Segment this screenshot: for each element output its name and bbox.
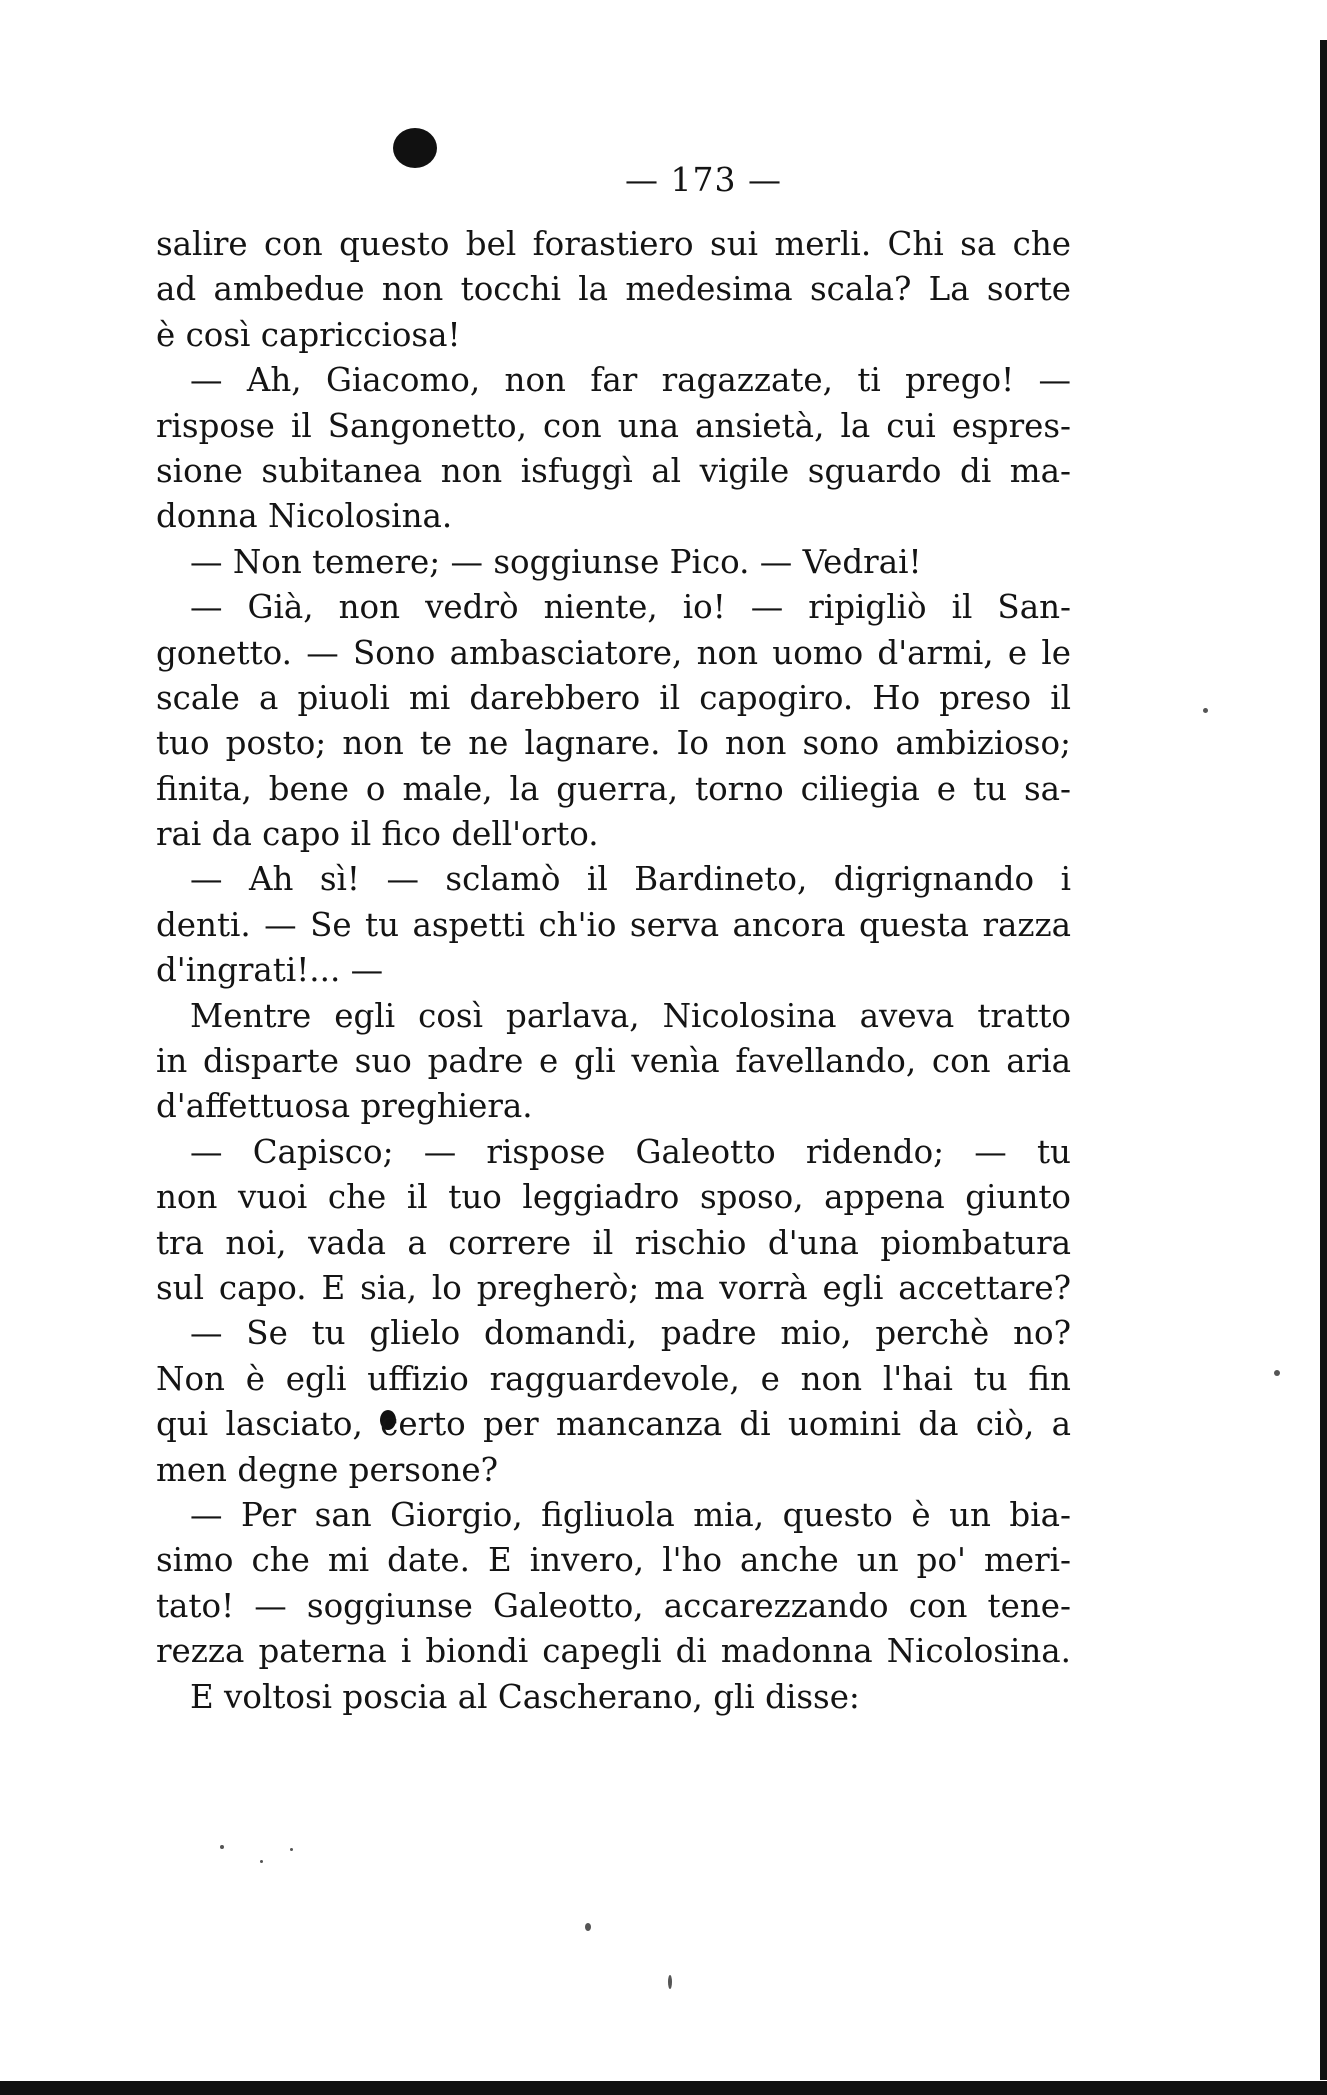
speck: [290, 1848, 293, 1851]
text-line: donna Nicolosina.: [156, 497, 453, 536]
text-line: gonetto. — Sono ambasciatore, non uomo d'armi, e le: [156, 633, 1071, 672]
speck: [220, 1845, 224, 1849]
text-line: — Non temere; — soggiunse Pico. — Vedrai!: [190, 542, 922, 581]
text-line: rezza paterna i biondi capegli di madonna Nicolosina.: [156, 1632, 1071, 1671]
speck: [260, 1860, 263, 1863]
text-line: — Già, non vedrò niente, io! — ripigliò il San-: [190, 588, 1071, 627]
text-line: simo che mi date. E invero, l'ho anche un po' meri-: [156, 1541, 1071, 1580]
text-line: sul capo. E sia, lo pregherò; ma vorrà egli accettare?: [156, 1268, 1071, 1307]
text-line: scale a piuoli mi darebbero il capogiro. Ho preso il: [156, 678, 1071, 717]
text-line: d'affettuosa preghiera.: [156, 1087, 533, 1126]
text-line: men degne persone?: [156, 1450, 499, 1489]
text-line: — Ah sì! — sclamò il Bardineto, digrignando i: [190, 860, 1071, 899]
text-line: — Se tu glielo domandi, padre mio, perchè no?: [190, 1314, 1071, 1353]
text-line: — Per san Giorgio, figliuola mia, questo è un bia-: [190, 1495, 1071, 1534]
page-bottom-border: [0, 2081, 1327, 2095]
text-line: tra noi, vada a correre il rischio d'una piombatura: [156, 1223, 1071, 1262]
text-line: tato! — soggiunse Galeotto, accarezzando con tene-: [156, 1586, 1071, 1625]
text-line: rai da capo il fico dell'orto.: [156, 815, 599, 854]
page-number: — 173 —: [625, 160, 782, 199]
text-line: Non è egli uffizio ragguardevole, e non l'hai tu fin: [156, 1359, 1071, 1398]
text-line: qui lasciato, certo per mancanza di uomini da ciò, a: [156, 1405, 1071, 1444]
speck: [668, 1975, 672, 1989]
text-line: sione subitanea non isfuggì al vigile sguardo di ma-: [156, 451, 1071, 490]
text-line: denti. — Se tu aspetti ch'io serva ancora questa razza: [156, 905, 1071, 944]
body-text: [156, 222, 1071, 1720]
page-edge-shadow: [1320, 40, 1327, 2080]
text-line: tuo posto; non te ne lagnare. Io non sono ambizioso;: [156, 724, 1071, 763]
text-line: è così capricciosa!: [156, 315, 461, 354]
text-line: ad ambedue non tocchi la medesima scala? La sorte: [156, 270, 1071, 309]
text-line: d'ingrati!... —: [156, 951, 384, 990]
text-line: salire con questo bel forastiero sui merli. Chi sa che: [156, 225, 1071, 263]
text-line: E voltosi poscia al Cascherano, gli disse:: [190, 1677, 860, 1716]
text-line: Mentre egli così parlava, Nicolosina aveva tratto: [190, 996, 1071, 1035]
speck: [585, 1923, 591, 1931]
text-line: finita, bene o male, la guerra, torno ciliegia e tu sa-: [156, 769, 1071, 808]
text-line: rispose il Sangonetto, con una ansietà, la cui espres-: [156, 406, 1071, 445]
text-line: — Ah, Giacomo, non far ragazzate, ti prego! —: [190, 361, 1071, 400]
text-line: non vuoi che il tuo leggiadro sposo, appena giunto: [156, 1178, 1071, 1217]
speck: [1274, 1370, 1280, 1376]
text-line: — Capisco; — rispose Galeotto ridendo; — tu: [190, 1132, 1071, 1171]
text-line: in disparte suo padre e gli venìa favellando, con aria: [156, 1042, 1071, 1081]
speck: [1203, 708, 1208, 713]
